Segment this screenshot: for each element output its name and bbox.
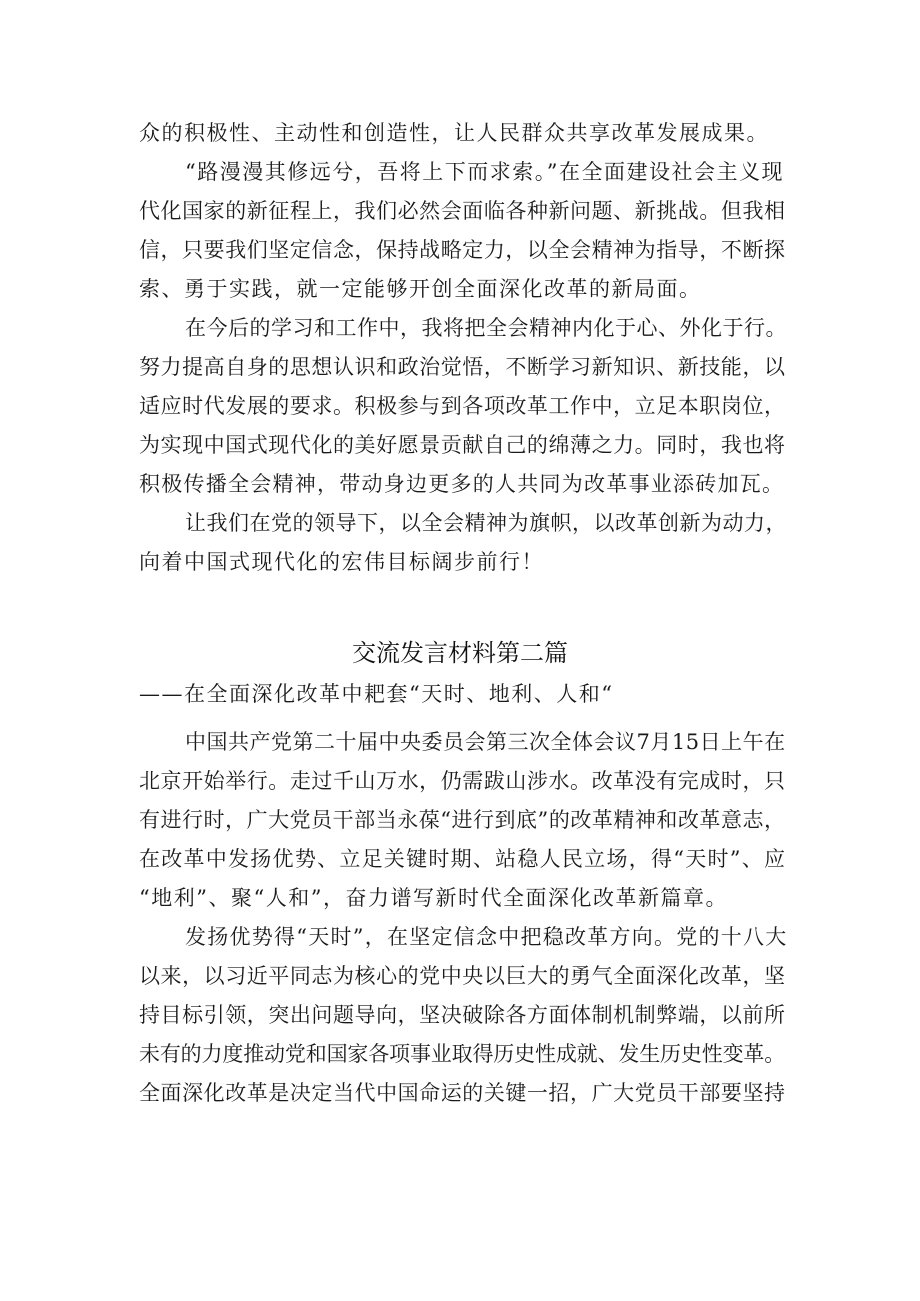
text-line: “路漫漫其修远兮，吾将上下而求索。”在全面建设社会主义现 <box>185 160 784 184</box>
text-line: 以来，以习近平同志为核心的党中央以巨大的勇气全面深化改革，坚 <box>139 964 785 988</box>
text-line: 发扬优势得“天时”，在坚定信念中把稳改革方向。党的十八大 <box>185 925 788 949</box>
section-title: 交流发言材料第二篇 <box>352 639 568 667</box>
text-line: 有进行时，广大党员干部当永葆“进行到底”的改革精神和改革意志， <box>139 808 785 832</box>
text-line: 众的积极性、主动性和创造性，让人民群众共享改革发展成果。 <box>139 121 769 145</box>
text-line: 持目标引领，突出问题导向，坚决破除各方面体制机制弊端，以前所 <box>139 1003 785 1027</box>
body-section-top <box>139 114 785 582</box>
text-line: 努力提高自身的思想认识和政治觉悟，不断学习新知识、新技能，以 <box>139 355 785 379</box>
text-line: 让我们在党的领导下，以全会精神为旗帜，以改革创新为动力， <box>185 511 787 535</box>
text-line: 未有的力度推动党和国家各项事业取得历史性成就、发生历史性变革。 <box>139 1042 785 1066</box>
text-line: 信，只要我们坚定信念，保持战略定力，以全会精神为指导，不断探 <box>139 238 785 262</box>
text-line: 向着中国式现代化的宏伟目标阔步前行！ <box>139 550 544 574</box>
text-line: 在今后的学习和工作中，我将把全会精神内化于心、外化于行。 <box>185 316 787 340</box>
text-line: 积极传播全会精神，带动身边更多的人共同为改革事业添砖加瓦。 <box>139 472 785 496</box>
text-line: 适应时代发展的要求。积极参与到各项改革工作中，立足本职岗位， <box>139 394 785 418</box>
section-subtitle: ——在全面深化改革中耙套“天时、地利、人和“ <box>139 682 614 706</box>
body-section-bottom <box>139 723 788 1113</box>
text-line: 代化国家的新征程上，我们必然会面临各种新问题、新挑战。但我相 <box>139 199 785 223</box>
text-line: “地利”、聚“人和”，奋力谱写新时代全面深化改革新篇章。 <box>139 886 728 910</box>
text-line: 中国共产党第二十届中央委员会第三次全体会议7月15日上午在 <box>185 730 786 754</box>
text-line: 北京开始举行。走过千山万水，仍需跋山涉水。改革没有完成时，只 <box>139 769 785 793</box>
text-line: 在改革中发扬优势、立足关键时期、站稳人民立场，得“天时”、应 <box>139 847 785 871</box>
text-line: 全面深化改革是决定当代中国命运的关键一招，广大党员干部要坚持 <box>139 1081 785 1105</box>
text-line: 索、勇于实践，就一定能够开创全面深化改革的新局面。 <box>139 277 702 301</box>
text-line: 为实现中国式现代化的美好愿景贡献自己的绵薄之力。同时，我也将 <box>139 433 785 457</box>
